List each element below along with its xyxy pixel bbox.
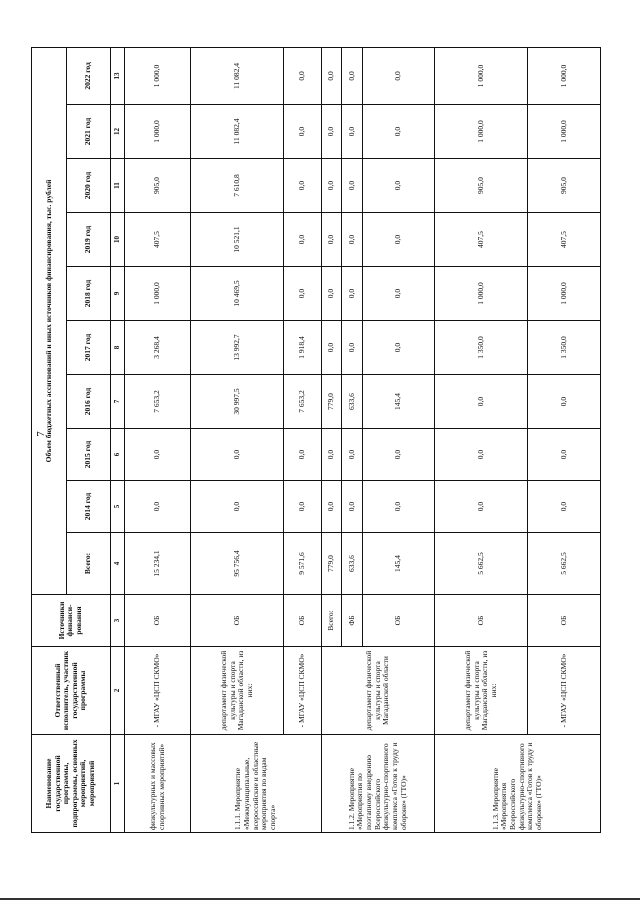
header-source: Источники финанси-рования <box>32 595 111 647</box>
cell-value: 779,0 <box>321 375 342 429</box>
col-index: 11 <box>110 159 124 213</box>
cell-value: 1 350,0 <box>528 321 601 375</box>
header-year: 2016 год <box>67 375 110 429</box>
col-index: 13 <box>110 47 124 104</box>
cell-value: 0,0 <box>362 267 434 321</box>
header-year: 2022 год <box>67 47 110 104</box>
cell-value: 0,0 <box>125 481 191 533</box>
header-year: 2015 год <box>67 429 110 481</box>
header-year: 2019 год <box>67 213 110 267</box>
cell-value: 15 234,1 <box>125 533 191 595</box>
cell-value: 1 000,0 <box>435 47 528 104</box>
table-row <box>284 47 321 832</box>
cell-value: 0,0 <box>321 213 342 267</box>
cell-value: 0,0 <box>284 105 321 159</box>
cell-value: 407,5 <box>528 213 601 267</box>
cell-value: 11 082,4 <box>191 47 284 104</box>
cell-value: 10 521,1 <box>191 213 284 267</box>
row-name: 1.1.2. Мероприятие «Мероприятия по поэтапному внедрению Всероссийского физкультурно-спортивного комплекса «Готов к труду и обороне» (ГТО)» <box>321 735 435 833</box>
cell-value: 0,0 <box>321 267 342 321</box>
cell-value: 407,5 <box>435 213 528 267</box>
header-year: 2018 год <box>67 267 110 321</box>
header-year: 2020 год <box>67 159 110 213</box>
cell-value: 1 000,0 <box>528 47 601 104</box>
cell-value: 0,0 <box>321 105 342 159</box>
cell-value: 0,0 <box>321 481 342 533</box>
cell-value: 0,0 <box>362 481 434 533</box>
row-name: 1.1.1. Мероприятие «Межмуниципальные, всероссийские и областные мероприятия по видам спорта» <box>191 735 321 833</box>
cell-value: 407,5 <box>125 213 191 267</box>
row-executor: департамент физической культуры и спорта Магаданской области, из них: <box>191 647 284 735</box>
cell-value: 633,6 <box>342 533 363 595</box>
row-source: ОБ <box>362 595 434 647</box>
row-name: 1.1.3. Мероприятие «Мероприятия Всероссийского физкультурно-спортивного комплекса «Готов к труду и обороне» (ГТО)» <box>435 735 601 833</box>
cell-value: 0,0 <box>342 159 363 213</box>
col-index: 5 <box>110 481 124 533</box>
cell-value: 0,0 <box>284 159 321 213</box>
header-year: 2014 год <box>67 481 110 533</box>
cell-value: 0,0 <box>528 429 601 481</box>
cell-value: 1 000,0 <box>528 105 601 159</box>
cell-value: 0,0 <box>284 47 321 104</box>
cell-value: 0,0 <box>528 375 601 429</box>
cell-value: 0,0 <box>125 429 191 481</box>
page-number: 7 <box>34 431 47 437</box>
cell-value: 0,0 <box>435 429 528 481</box>
cell-value: 7 610,8 <box>191 159 284 213</box>
row-source: ОБ <box>125 595 191 647</box>
cell-value: 0,0 <box>284 267 321 321</box>
header-year: 2021 год <box>67 105 110 159</box>
cell-value: 1 350,0 <box>435 321 528 375</box>
cell-value: 0,0 <box>342 481 363 533</box>
cell-value: 0,0 <box>321 47 342 104</box>
cell-value: 779,0 <box>321 533 342 595</box>
row-source: ОБ <box>284 595 321 647</box>
cell-value: 1 000,0 <box>125 267 191 321</box>
cell-value: 0,0 <box>284 213 321 267</box>
rotated-table-wrapper <box>31 48 601 833</box>
cell-value: 0,0 <box>342 429 363 481</box>
col-index: 10 <box>110 213 124 267</box>
row-name: физкультурных и массовых спортивных мероприятий» <box>125 735 191 833</box>
cell-value: 30 997,5 <box>191 375 284 429</box>
cell-value: 0,0 <box>362 105 434 159</box>
header-name: Наименование государственной программы, подпрограммы, основных мероприятий, мероприятий <box>32 735 111 833</box>
cell-value: 9 571,6 <box>284 533 321 595</box>
cell-value: 0,0 <box>284 429 321 481</box>
col-index: 2 <box>110 647 124 735</box>
cell-value: 1 000,0 <box>528 267 601 321</box>
cell-value: 0,0 <box>321 159 342 213</box>
cell-value: 1 000,0 <box>435 267 528 321</box>
col-index: 12 <box>110 105 124 159</box>
cell-value: 0,0 <box>191 429 284 481</box>
cell-value: 1 000,0 <box>125 47 191 104</box>
cell-value: 1 918,4 <box>284 321 321 375</box>
cell-value: 0,0 <box>321 429 342 481</box>
col-index: 4 <box>110 533 124 595</box>
cell-value: 7 653,2 <box>284 375 321 429</box>
cell-value: 1 000,0 <box>125 105 191 159</box>
cell-value: 0,0 <box>284 481 321 533</box>
cell-value: 7 653,2 <box>125 375 191 429</box>
cell-value: 0,0 <box>362 159 434 213</box>
header-year: 2017 год <box>67 321 110 375</box>
row-executor: департамент физической культуры и спорта Магаданской области, из них: <box>435 647 528 735</box>
col-index: 1 <box>110 735 124 833</box>
cell-value: 145,4 <box>362 533 434 595</box>
table-row <box>528 47 601 832</box>
row-executor: - МГАУ «ЦСП СКМО» <box>284 647 321 735</box>
cell-value: 5 662,5 <box>528 533 601 595</box>
cell-value: 0,0 <box>435 375 528 429</box>
column-index-row <box>110 47 124 832</box>
cell-value: 0,0 <box>362 321 434 375</box>
cell-value: 0,0 <box>342 321 363 375</box>
cell-value: 10 469,5 <box>191 267 284 321</box>
row-source: ФБ <box>342 595 363 647</box>
row-executor: - МГАУ «ЦСП СКМО» <box>125 647 191 735</box>
cell-value: 95 756,4 <box>191 533 284 595</box>
cell-value: 0,0 <box>528 481 601 533</box>
col-index: 8 <box>110 321 124 375</box>
table-row <box>191 47 284 832</box>
col-index: 7 <box>110 375 124 429</box>
funding-table <box>31 47 601 833</box>
row-source: ОБ <box>435 595 528 647</box>
cell-value: 13 992,7 <box>191 321 284 375</box>
cell-value: 0,0 <box>321 321 342 375</box>
header-total: Всего: <box>67 533 110 595</box>
cell-value: 905,0 <box>528 159 601 213</box>
col-index: 9 <box>110 267 124 321</box>
row-executor: - МГАУ «ЦСП СКМО» <box>528 647 601 735</box>
cell-value: 0,0 <box>362 429 434 481</box>
table-row <box>321 47 342 832</box>
cell-value: 11 082,4 <box>191 105 284 159</box>
header-funding: Объем бюджетных ассигнований и иных источников финансирования, тыс. рублей <box>32 47 67 594</box>
cell-value: 145,4 <box>362 375 434 429</box>
cell-value: 0,0 <box>362 213 434 267</box>
cell-value: 0,0 <box>342 105 363 159</box>
row-executor: департамент физической культуры и спорта Магаданской области <box>321 647 435 735</box>
table-row <box>435 47 528 832</box>
col-index: 6 <box>110 429 124 481</box>
scan-edge-line <box>0 898 640 900</box>
row-source: Всего: <box>321 595 342 647</box>
cell-value: 633,6 <box>342 375 363 429</box>
header-executor: Ответственный исполнитель, участник государственной программы <box>32 647 111 735</box>
table-row <box>125 47 191 832</box>
cell-value: 5 662,5 <box>435 533 528 595</box>
cell-value: 0,0 <box>362 47 434 104</box>
cell-value: 0,0 <box>342 213 363 267</box>
cell-value: 3 268,4 <box>125 321 191 375</box>
row-source: ОБ <box>191 595 284 647</box>
cell-value: 0,0 <box>342 47 363 104</box>
cell-value: 0,0 <box>191 481 284 533</box>
row-source: ОБ <box>528 595 601 647</box>
cell-value: 0,0 <box>342 267 363 321</box>
cell-value: 905,0 <box>435 159 528 213</box>
cell-value: 1 000,0 <box>435 105 528 159</box>
cell-value: 905,0 <box>125 159 191 213</box>
cell-value: 0,0 <box>435 481 528 533</box>
col-index: 3 <box>110 595 124 647</box>
